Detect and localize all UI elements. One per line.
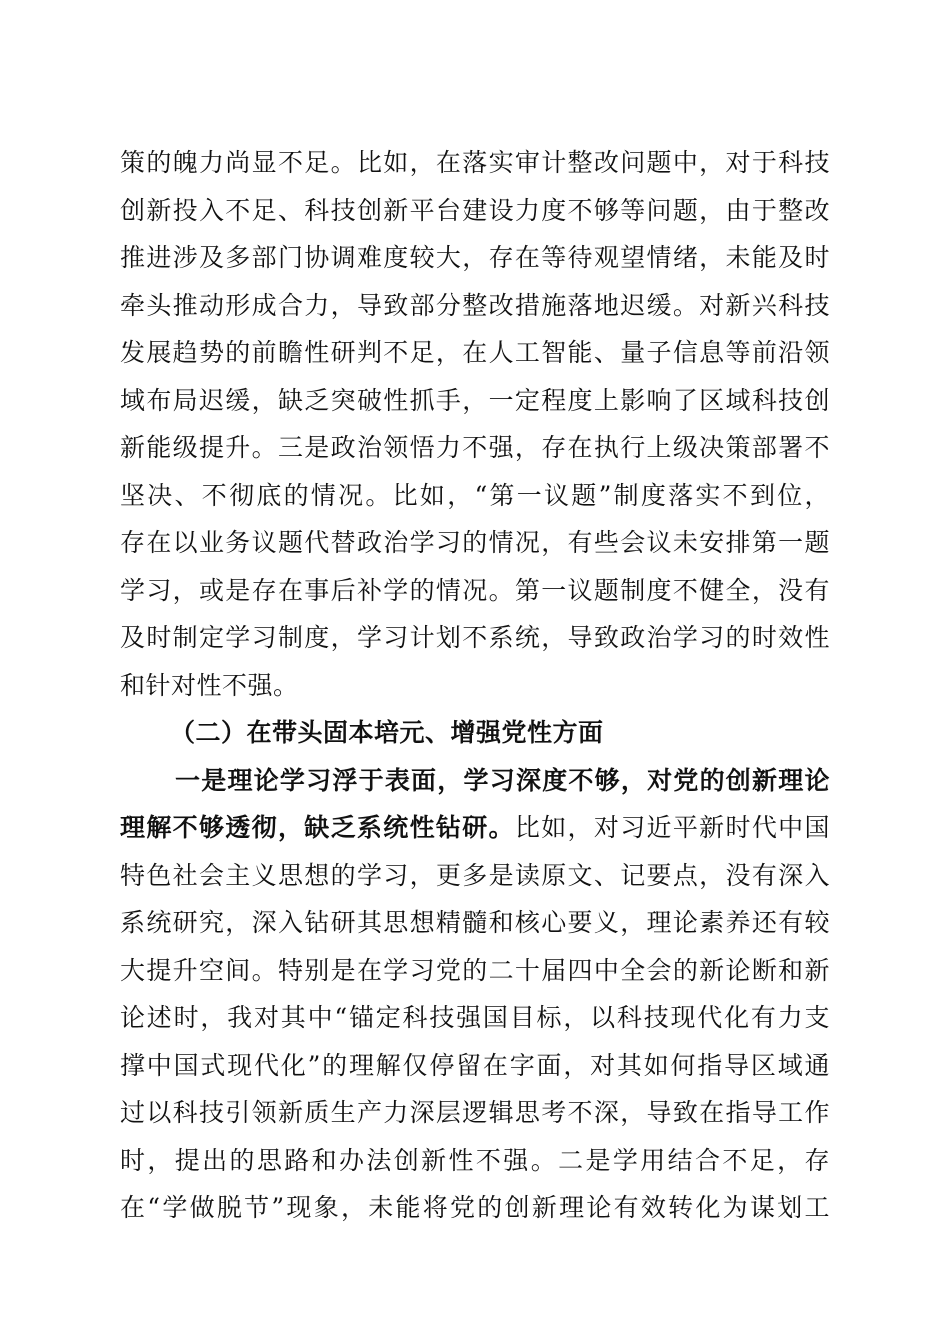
paragraph-line: 策的魄力尚显不足。比如，在落实审计整改问题中，对于科技 — [120, 148, 830, 177]
paragraph-line: 新能级提升。三是政治领悟力不强，存在执行上级决策部署不 — [120, 433, 830, 462]
paragraph-line: 坚决、不彻底的情况。比如，“第一议题”制度落实不到位， — [120, 481, 830, 510]
section-heading: （二）在带头固本培元、增强党性方面 — [170, 718, 604, 747]
paragraph-line: 推进涉及多部门协调难度较大，存在等待观望情绪，未能及时 — [120, 243, 830, 272]
paragraph-line: 和针对性不强。 — [120, 671, 299, 700]
paragraph-line: 系统研究，深入钻研其思想精髓和核心要义，理论素养还有较 — [120, 908, 830, 937]
paragraph-line: 时，提出的思路和办法创新性不强。二是学用结合不足，存 — [120, 1146, 830, 1175]
paragraph-line: 过以科技引领新质生产力深层逻辑思考不深，导致在指导工作 — [120, 1098, 830, 1127]
paragraph-line-rest: 比如，对习近平新时代中国 — [514, 813, 830, 842]
paragraph-line: 特色社会主义思想的学习，更多是读原文、记要点，没有深入 — [120, 861, 830, 890]
paragraph-line: 发展趋势的前瞻性研判不足，在人工智能、量子信息等前沿领 — [120, 338, 830, 367]
paragraph-line — [120, 811, 830, 845]
paragraph-line: 学习，或是存在事后补学的情况。第一议题制度不健全，没有 — [120, 576, 830, 605]
paragraph-line: 及时制定学习制度，学习计划不系统，导致政治学习的时效性 — [120, 623, 830, 652]
paragraph-line: 创新投入不足、科技创新平台建设力度不够等问题，由于整改 — [120, 196, 830, 225]
paragraph-line: 域布局迟缓，缺乏突破性抓手，一定程度上影响了区域科技创 — [120, 386, 830, 415]
paragraph-line: 在“学做脱节”现象，未能将党的创新理论有效转化为谋划工 — [120, 1193, 830, 1222]
paragraph-line: 撑中国式现代化”的理解仅停留在字面，对其如何指导区域通 — [120, 1051, 830, 1080]
paragraph-line: 论述时，我对其中“锚定科技强国目标，以科技现代化有力支 — [120, 1003, 830, 1032]
paragraph-line: 存在以业务议题代替政治学习的情况，有些会议未安排第一题 — [120, 528, 830, 557]
paragraph-lead-bold: 理解不够透彻，缺乏系统性钻研。 — [120, 813, 515, 842]
paragraph-line: 大提升空间。特别是在学习党的二十届四中全会的新论断和新 — [120, 956, 830, 985]
paragraph-lead-line: 一是理论学习浮于表面，学习深度不够，对党的创新理论 — [175, 766, 830, 795]
paragraph-line: 牵头推动形成合力，导致部分整改措施落地迟缓。对新兴科技 — [120, 291, 830, 320]
